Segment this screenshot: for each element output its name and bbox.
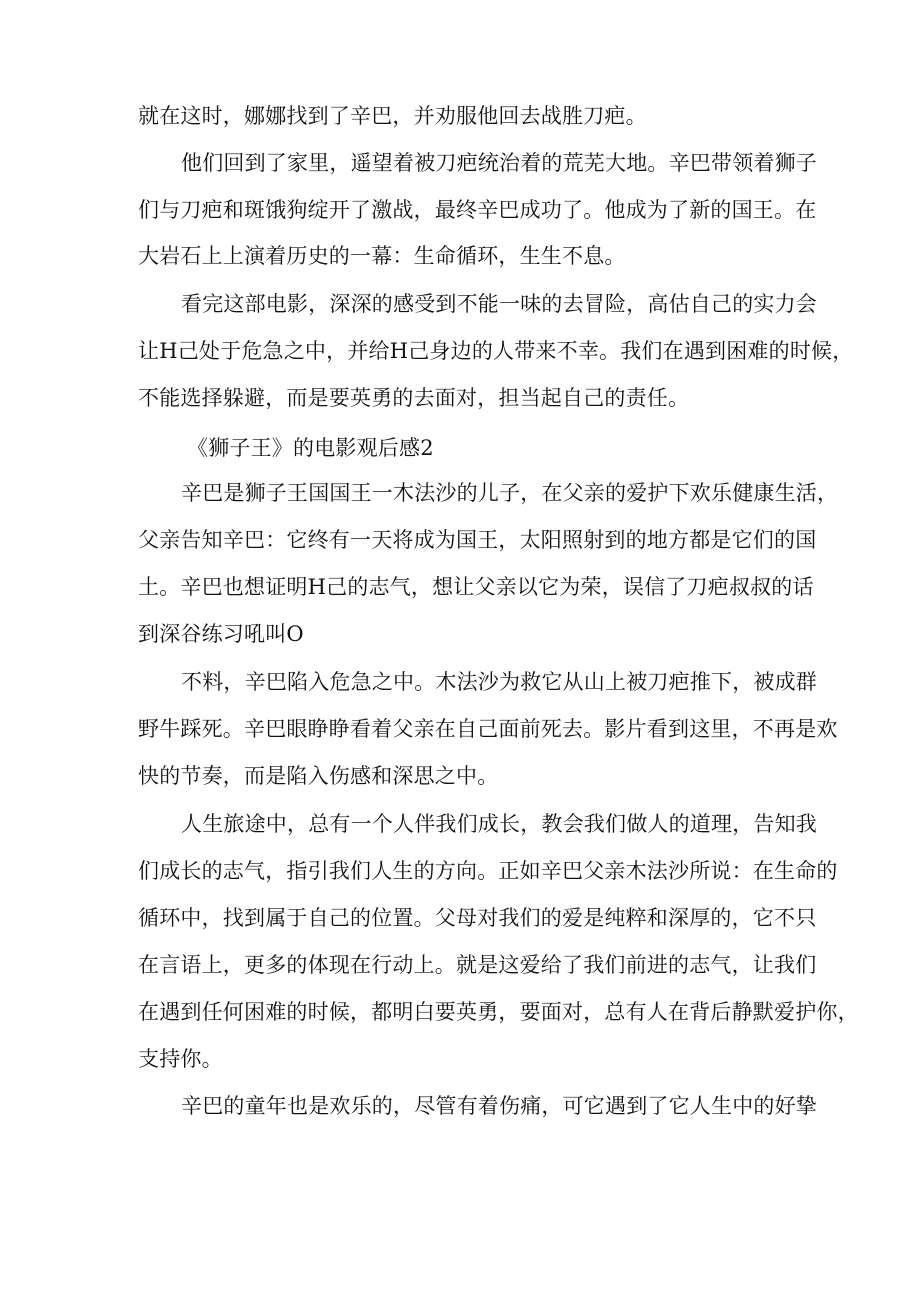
- text-line: 辛巴的童年也是欢乐的，尽管有着伤痛，可它遇到了它人生中的好挚: [181, 1094, 817, 1118]
- text-line: 让H己处于危急之中，并给H己身边的人带来不幸。我们在遇到困难的时候，: [138, 339, 854, 363]
- text-line: 们与刀疤和斑饿狗绽开了激战，最终辛巴成功了。他成为了新的国王。在: [138, 198, 817, 222]
- text-line: 他们回到了家里，遥望着被刀疤统治着的荒芜大地。辛巴带领着狮子: [181, 151, 817, 175]
- text-line: 野牛踩死。辛巴眼睁睁看着父亲在自己面前死去。影片看到这里，不再是欢: [138, 717, 838, 741]
- text-line: 不能选择躲避，而是要英勇的去面对，担当起自己的责任。: [138, 386, 690, 410]
- text-line: 快的节奏，而是陷入伤感和深思之中。: [138, 764, 499, 788]
- text-line: 到深谷练习吼叫O: [138, 622, 304, 646]
- text-line: 辛巴是狮子王国国王一木法沙的儿子，在父亲的爱护下欢乐健康生活，: [181, 481, 839, 505]
- text-line: 父亲告知辛巴：它终有一天将成为国王，太阳照射到的地方都是它们的国: [138, 528, 817, 552]
- text-line: 看完这部电影，深深的感受到不能一味的去冒险，高估自己的实力会: [181, 292, 817, 316]
- text-line: 循环中，找到属于自己的位置。父母对我们的爱是纯粹和深厚的，它不只: [138, 906, 817, 930]
- text-line: 支持你。: [138, 1047, 223, 1071]
- section-title: 《狮子王》的电影观后感2: [187, 436, 434, 460]
- text-line: 不料，辛巴陷入危急之中。木法沙为救它从山上被刀疤推下，被成群: [181, 670, 817, 694]
- text-line: 在言语上，更多的体现在行动上。就是这爱给了我们前进的志气，让我们: [138, 953, 817, 977]
- text-line: 土。辛巴也想证明H己的志气，想让父亲以它为荣，误信了刀疤叔叔的话: [138, 575, 814, 599]
- text-line: 人生旅途中，总有一个人伴我们成长，教会我们做人的道理，告知我: [181, 812, 817, 836]
- text-line: 就在这时，娜娜找到了辛巴，并劝服他回去战胜刀疤。: [138, 104, 647, 128]
- text-line: 们成长的志气，指引我们人生的方向。正如辛巴父亲木法沙所说：在生命的: [138, 859, 838, 883]
- text-line: 大岩石上上演着历史的一幕：生命循环，生生不息。: [138, 244, 626, 268]
- text-line: 在遇到任何困难的时候，都明白要英勇，要面对，总有人在背后静默爱护你，: [138, 1000, 859, 1024]
